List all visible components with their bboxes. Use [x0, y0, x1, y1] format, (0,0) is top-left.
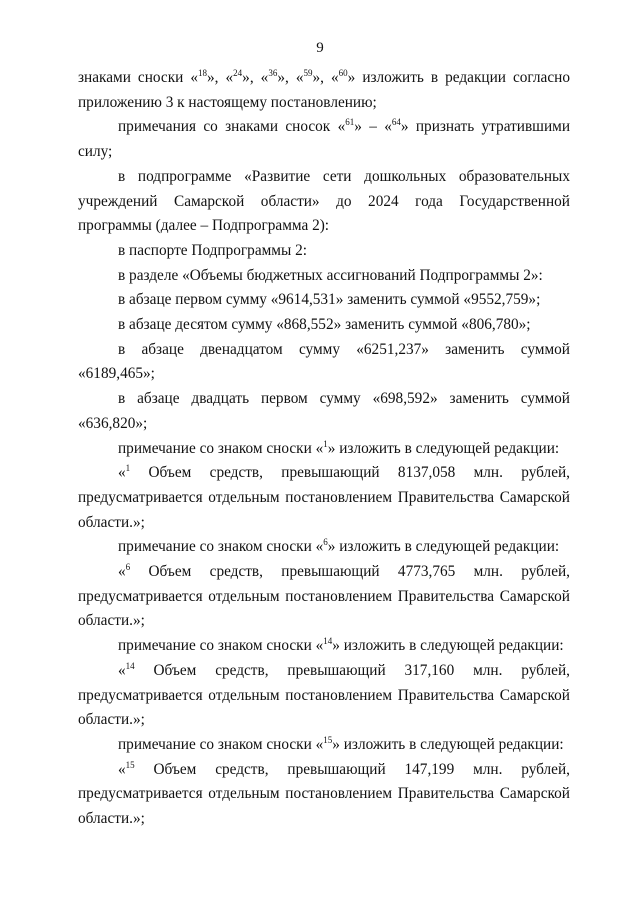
- note-intro: [78, 733, 570, 758]
- note-intro: [78, 437, 570, 462]
- footnote-mark: 15: [125, 759, 135, 770]
- text: «: [118, 563, 126, 581]
- footnote-mark: 1: [323, 438, 328, 449]
- note-text: [78, 659, 570, 733]
- paragraph-amount-1: в абзаце первом сумму «9614,531» заменить суммой «9552,759»;: [118, 291, 541, 309]
- text: » изложить в следующей редакции:: [332, 735, 564, 753]
- footnote-mark: 64: [391, 117, 401, 128]
- footnote-mark: 14: [125, 660, 135, 671]
- note-intro: [78, 535, 570, 560]
- footnote-mark: 24: [233, 68, 243, 78]
- text: примечание со знаком сноски «: [118, 439, 324, 457]
- text: », «: [207, 69, 234, 86]
- text: примечание со знаком сноски «: [118, 637, 324, 655]
- text: «: [118, 760, 126, 778]
- footnote-mark: 14: [323, 636, 333, 647]
- text: », «: [312, 69, 339, 86]
- document-body: [78, 66, 570, 832]
- paragraph-subprogram: в подпрограмме «Развитие сети дошкольных образовательных учреждений Самарской области» до 2024 года Государственной программы (далее – Подпрограмма 2):: [78, 167, 570, 235]
- paragraph-footnotes-edit: [78, 66, 570, 115]
- text: » изложить в следующей редакции:: [327, 439, 560, 457]
- footnote-mark: 18: [198, 68, 208, 78]
- text: » признать утратившими силу;: [78, 118, 571, 161]
- text: », «: [277, 69, 304, 86]
- note-text: [78, 461, 570, 535]
- text: Объем средств, превышающий 4773,765 млн. рублей, предусматривается отдельным постановлением Правительства Самарской области.»;: [78, 563, 570, 630]
- footnote-mark: 60: [338, 68, 348, 78]
- text: » изложить в следующей редакции:: [332, 637, 564, 655]
- footnote-mark: 36: [268, 68, 278, 78]
- page-number: 9: [316, 40, 324, 56]
- text: знаками сноски «: [78, 69, 199, 86]
- text: примечания со знаками сносок «: [118, 118, 346, 136]
- paragraph-amount-21: в абзаце двадцать первом сумму «698,592» заменить суммой «636,820»;: [78, 390, 570, 432]
- note-intro: [78, 634, 570, 659]
- footnote-mark: 59: [303, 68, 313, 78]
- paragraph-passport: в паспорте Подпрограммы 2:: [118, 241, 307, 259]
- footnote-mark: 15: [323, 734, 333, 745]
- note-text: [78, 758, 570, 832]
- text: » изложить в следующей редакции:: [327, 538, 560, 556]
- text: примечание со знаком сноски «: [118, 735, 324, 753]
- paragraph-amount-12: в абзаце двенадцатом сумму «6251,237» заменить суммой «6189,465»;: [78, 340, 570, 383]
- note-text: [78, 560, 570, 634]
- text: », «: [242, 69, 269, 86]
- footnote-mark: 6: [323, 537, 328, 548]
- paragraph-section: в разделе «Объемы бюджетных ассигнований Подпрограммы 2»:: [118, 266, 543, 284]
- text: «: [118, 661, 126, 679]
- text: » изложить в редакции согласно приложению 3 к настоящему постановлению;: [78, 69, 570, 111]
- paragraph-footnotes-void: [78, 115, 570, 164]
- footnote-mark: 6: [125, 562, 131, 573]
- text: примечание со знаком сноски «: [118, 538, 324, 556]
- text: Объем средств, превышающий 8137,058 млн. рублей, предусматривается отдельным постановлением Правительства Самарской области.»;: [78, 464, 570, 531]
- text: » – «: [354, 118, 392, 136]
- text: Объем средств, превышающий 317,160 млн. рублей, предусматривается отдельным постановлением Правительства Самарской области.»;: [78, 661, 570, 729]
- footnote-mark: 1: [125, 463, 131, 474]
- paragraph-amount-10: в абзаце десятом сумму «868,552» заменить суммой «806,780»;: [118, 316, 531, 334]
- text: «: [118, 464, 126, 482]
- footnote-mark: 61: [345, 117, 355, 128]
- text: Объем средств, превышающий 147,199 млн. рублей, предусматривается отдельным постановлением Правительства Самарской области.»;: [78, 760, 570, 828]
